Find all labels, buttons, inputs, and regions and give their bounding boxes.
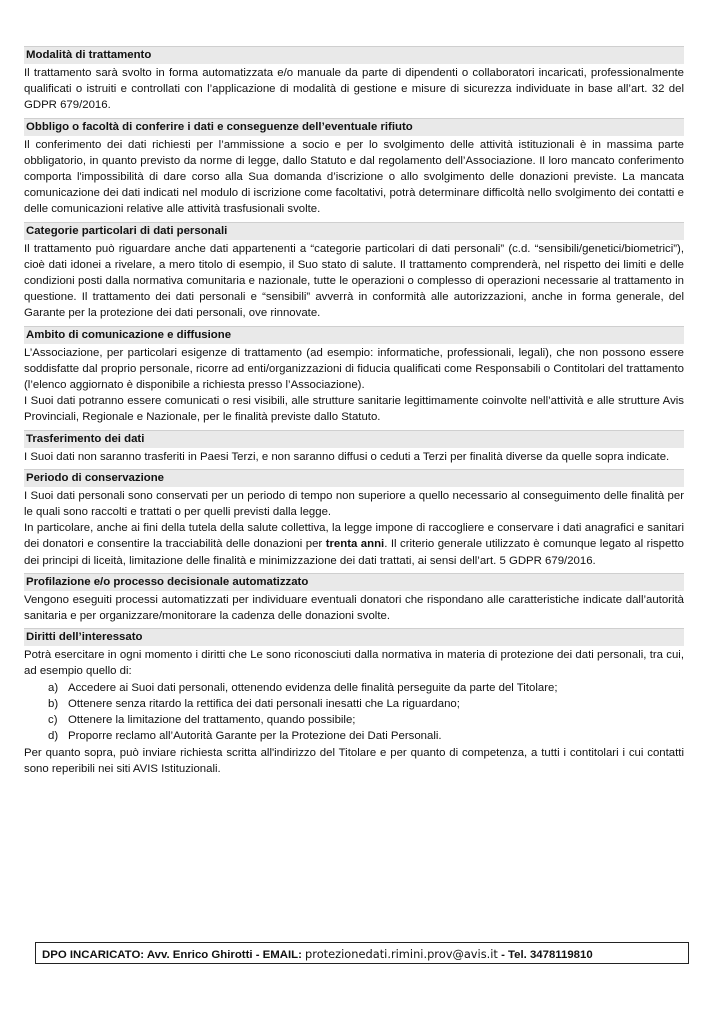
section-trasferimento: [24, 430, 684, 465]
paragraph-text: In particolare, anche ai fini della tutela della salute collettiva, la legge impone di raccogliere e conservare i dati anagrafici e sanitari dei donatori e consentire la tracciabilità delle donazioni per: [24, 522, 684, 551]
section-modalita: [24, 46, 684, 114]
section-paragraph: Potrà esercitare in ogni momento i diritti che Le sono riconosciuti dalla normativa in materia di protezione dei dati personali, tra cui, ad esempio quello di:: [24, 649, 684, 678]
section-categorie: [24, 222, 684, 322]
paragraph-text: . Il criterio generale utilizzato è comunque legato al rispetto dei principi di liceità, limitazione delle finalità e minimizzazione dei dati trattati, ai sensi dell’art. 5 GDPR 679/2016.: [24, 538, 684, 567]
list-item-text: Accedere ai Suoi dati personali, ottenendo evidenza delle finalità perseguite da parte del Titolare;: [68, 681, 558, 694]
list-item-text: Ottenere la limitazione del trattamento, quando possibile;: [68, 714, 356, 727]
section-ambito: [24, 326, 684, 426]
section-heading: Modalità di trattamento: [24, 46, 684, 64]
list-item: [24, 728, 684, 744]
dpo-email-link[interactable]: protezionedati.rimini.prov@avis.it: [305, 947, 498, 961]
section-paragraph: [24, 520, 684, 569]
list-item-text: Ottenere senza ritardo la rettifica dei dati personali inesatti che La riguardano;: [68, 697, 460, 710]
section-heading: Obbligo o facoltà di conferire i dati e conseguenze dell’eventuale rifiuto: [24, 118, 684, 136]
section-heading: Trasferimento dei dati: [24, 430, 684, 448]
document-body: [24, 46, 684, 781]
list-item: [24, 680, 684, 696]
retention-period: trenta anni: [325, 538, 385, 551]
section-paragraph: I Suoi dati potranno essere comunicati o resi visibili, alle strutture sanitarie legittimamente coinvolte nell’attività e alle strutture Avis Provinciali, Regionale e Nazionale, per le finalità previste dallo Statuto.: [24, 395, 684, 424]
section-heading: Categorie particolari di dati personali: [24, 222, 684, 240]
list-item-label: b): [48, 697, 59, 710]
list-item-text: Proporre reclamo all’Autorità Garante per la Protezione dei Dati Personali.: [68, 730, 442, 743]
list-item-label: a): [48, 681, 59, 694]
section-diritti: [24, 628, 684, 777]
section-paragraph: Per quanto sopra, può inviare richiesta scritta all'indirizzo del Titolare e per quanto di competenza, a tutti i contitolari i cui contatti sono reperibili nei siti AVIS Istituzionali.: [24, 746, 684, 775]
section-heading: Profilazione e/o processo decisionale automatizzato: [24, 573, 684, 591]
list-item: [24, 696, 684, 712]
section-heading: Diritti dell’interessato: [24, 628, 684, 646]
section-profilazione: [24, 573, 684, 624]
rights-list: [24, 680, 684, 745]
dpo-phone: - Tel. 3478119810: [497, 949, 593, 961]
list-item: [24, 712, 684, 728]
list-item-label: c): [48, 714, 58, 727]
section-paragraph: Il trattamento può riguardare anche dati appartenenti a “categorie particolari di dati personali” (c.d. “sensibili/genetici/biometrici”), cioè dati idonei a rivelare, a mero titolo di esempio, il Suo stato di salute. Il trattamento comprenderà, nel rispetto dei limiti e delle condizioni posti dalla normativa comunitaria e nazionale, tutte le operazioni o complesso di operazioni necessarie al trattamento in questione. Il trattamento dei dati personali e “sensibili” avverrà in conformità alle autorizzazioni, anche in forma generale, del Garante per la protezione dei dati personali, ove rinnovate.: [24, 242, 684, 320]
dpo-label: DPO INCARICATO: Avv. Enrico Ghirotti - EMAIL:: [42, 949, 306, 961]
section-paragraph: I Suoi dati non saranno trasferiti in Paesi Terzi, e non saranno diffusi o ceduti a Terzi per finalità diverse da quelle sopra indicate.: [24, 450, 670, 463]
section-paragraph: Il trattamento sarà svolto in forma automatizzata e/o manuale da parte di dipendenti o collaboratori incaricati, professionalmente qualificati o istruiti e controllati con l’applicazione di modalità di gestione e misure di sicurezza individuate in base all’art. 32 del GDPR 679/2016.: [24, 67, 684, 112]
section-paragraph: I Suoi dati personali sono conservati per un periodo di tempo non superiore a quello necessario al conseguimento delle finalità per le quali sono raccolti e trattati o per quelli previsti dalla legge.: [24, 489, 684, 519]
section-paragraph: Vengono eseguiti processi automatizzati per individuare eventuali donatori che rispondano alle caratteristiche indicate dall’autorità sanitaria e per organizzare/monitorare la cadenza delle donazioni svolte.: [24, 593, 684, 623]
list-item-label: d): [48, 730, 59, 743]
section-paragraph: Il conferimento dei dati richiesti per l’ammissione a socio e per lo svolgimento delle attività istituzionali è in massima parte obbligatorio, in quanto previsto da norme di legge, dallo Statuto e dal regolamento dell’Associazione. Il loro mancato conferimento comporta l'impossibilità di dare corso alla Sua domanda d’iscrizione o allo svolgimento delle donazioni previste. La mancata comunicazione dei dati indicati nel modulo di iscrizione come facoltativi, potrà determinare difficoltà nello svolgimento dei contatti e delle comunicazioni relative alle attività trasfusionali svolte.: [24, 138, 684, 216]
section-obbligo: [24, 118, 684, 218]
dpo-contact-box: [35, 942, 689, 964]
section-heading: Periodo di conservazione: [24, 469, 684, 487]
section-conservazione: [24, 469, 684, 569]
section-paragraph: L’Associazione, per particolari esigenze di trattamento (ad esempio: informatiche, professionali, legali), che non possono essere soddisfatte dal proprio personale, ricorre ad enti/organizzazioni di fiducia qualificati come Responsabili o Contitolari del trattamento (l’elenco aggiornato è disponibile a richiesta presso l’Associazione).: [24, 346, 684, 392]
section-heading: Ambito di comunicazione e diffusione: [24, 326, 684, 344]
